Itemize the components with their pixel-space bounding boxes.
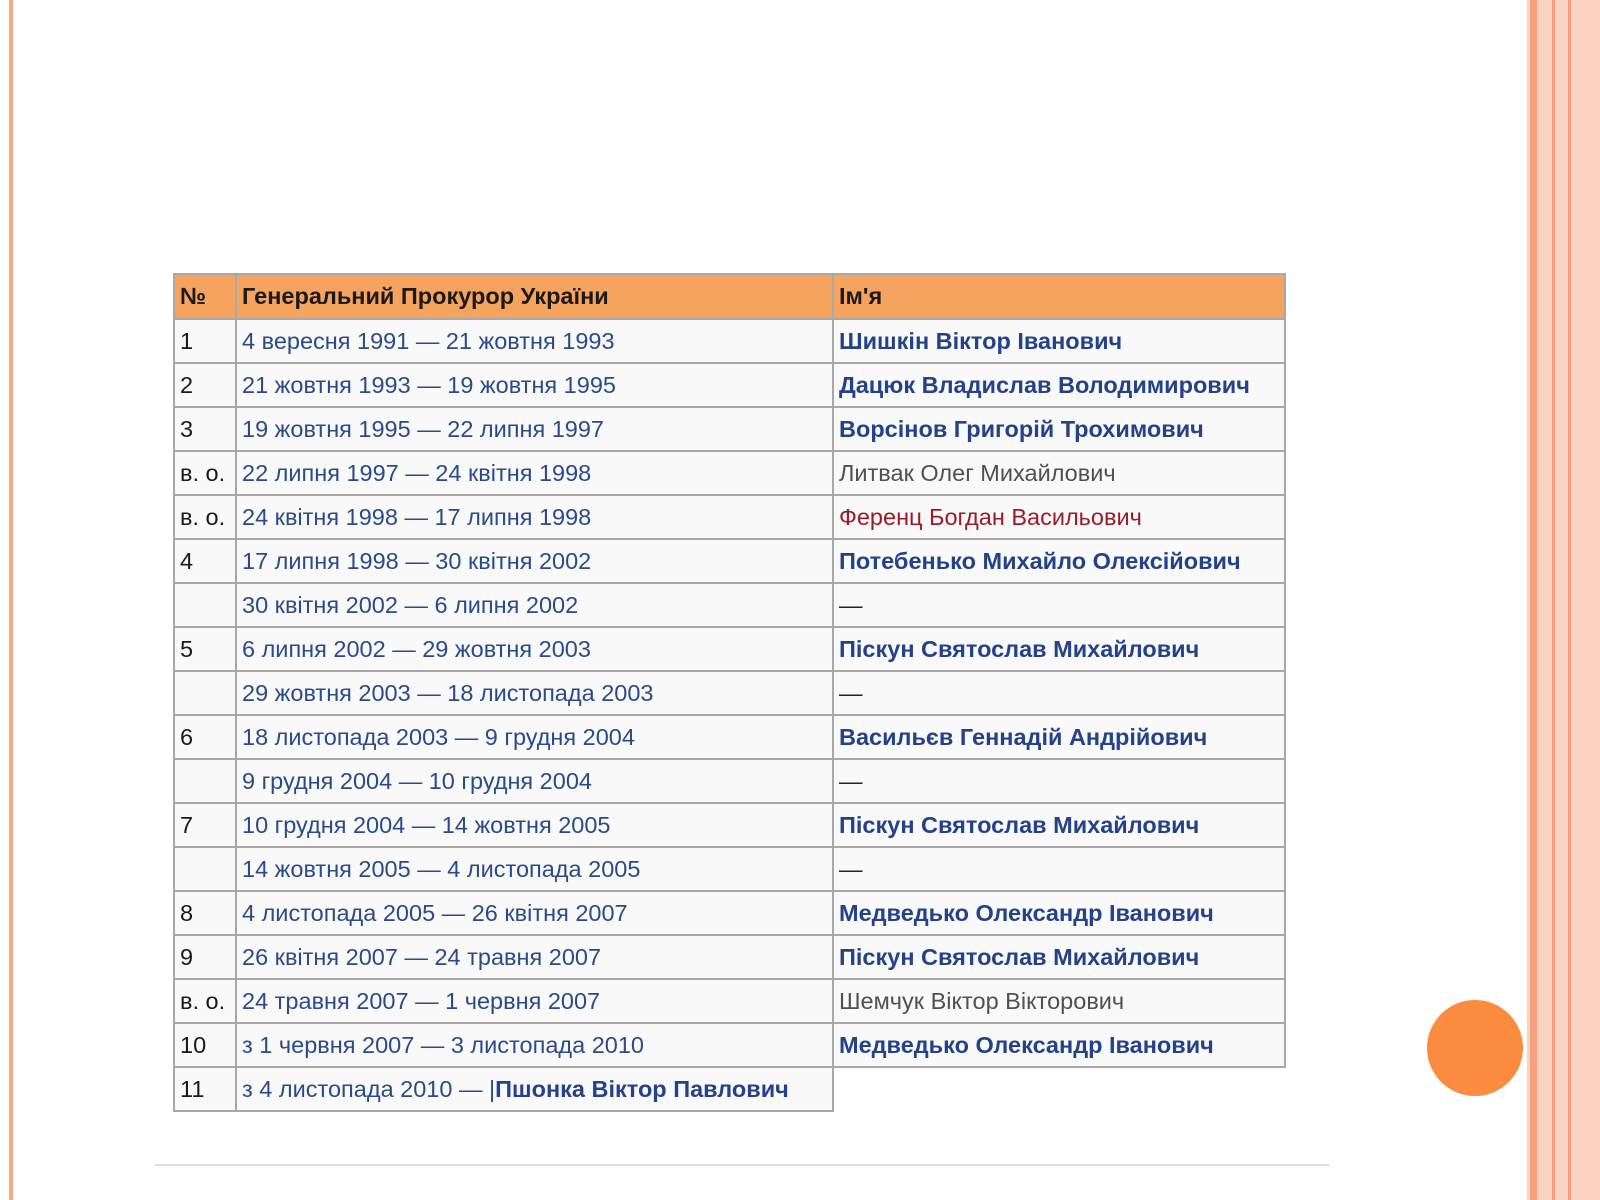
header-term: Генеральний Прокурор України	[236, 274, 833, 319]
row-number: 1	[174, 319, 236, 363]
prosecutor-name-link[interactable]: Пшонка Віктор Павлович	[495, 1075, 789, 1102]
term-period-link[interactable]: 9 грудня 2004 — 10 грудня 2004	[236, 759, 833, 803]
table-row	[174, 759, 1285, 803]
table-row	[174, 451, 1285, 495]
table-row	[174, 319, 1285, 363]
table-row	[174, 847, 1285, 891]
table-header-row	[174, 274, 1285, 319]
term-period-link[interactable]: 17 липня 1998 — 30 квітня 2002	[236, 539, 833, 583]
row-number: 9	[174, 935, 236, 979]
prosecutor-name-link[interactable]: Шемчук Віктор Вікторович	[833, 979, 1285, 1023]
prosecutor-name-link[interactable]: Ференц Богдан Васильович	[833, 495, 1285, 539]
row-number: в. о.	[174, 495, 236, 539]
name-empty-dash: —	[833, 583, 1285, 627]
row-number	[174, 847, 236, 891]
term-period-link[interactable]: 4 вересня 1991 — 21 жовтня 1993	[236, 319, 833, 363]
row-number: 3	[174, 407, 236, 451]
frame-right-band	[1527, 0, 1600, 1200]
term-period-link[interactable]: 21 жовтня 1993 — 19 жовтня 1995	[236, 363, 833, 407]
prosecutor-name-link[interactable]: Піскун Святослав Михайлович	[833, 803, 1285, 847]
term-period-link[interactable]: 22 липня 1997 — 24 квітня 1998	[236, 451, 833, 495]
prosecutor-name-link[interactable]: Литвак Олег Михайлович	[833, 451, 1285, 495]
table-row	[174, 495, 1285, 539]
row-number: 11	[174, 1067, 236, 1111]
frame-right-stripe	[1530, 0, 1537, 1200]
term-period-cell	[236, 1067, 833, 1111]
term-period-link[interactable]: 10 грудня 2004 — 14 жовтня 2005	[236, 803, 833, 847]
table-row	[174, 1067, 1285, 1111]
table-row	[174, 583, 1285, 627]
prosecutor-name-link[interactable]: Ворсінов Григорій Трохимович	[833, 407, 1285, 451]
term-period-link[interactable]: 18 листопада 2003 — 9 грудня 2004	[236, 715, 833, 759]
table-row	[174, 979, 1285, 1023]
term-period-link[interactable]: 19 жовтня 1995 — 22 липня 1997	[236, 407, 833, 451]
term-period-link[interactable]: 29 жовтня 2003 — 18 листопада 2003	[236, 671, 833, 715]
header-name: Ім'я	[833, 274, 1285, 319]
prosecutor-name-link[interactable]: Дацюк Владислав Володимирович	[833, 363, 1285, 407]
term-period-link[interactable]: 30 квітня 2002 — 6 липня 2002	[236, 583, 833, 627]
row-number: в. о.	[174, 451, 236, 495]
row-number	[174, 759, 236, 803]
table-body	[174, 319, 1285, 1111]
prosecutor-name-link[interactable]: Шишкін Віктор Іванович	[833, 319, 1285, 363]
table-row	[174, 891, 1285, 935]
row-number: 2	[174, 363, 236, 407]
table-row	[174, 539, 1285, 583]
table-row	[174, 715, 1285, 759]
table-row	[174, 935, 1285, 979]
empty-cell	[833, 1067, 1285, 1111]
term-period-link[interactable]: 24 травня 2007 — 1 червня 2007	[236, 979, 833, 1023]
name-empty-dash: —	[833, 671, 1285, 715]
row-number: в. о.	[174, 979, 236, 1023]
term-period-link[interactable]: 24 квітня 1998 — 17 липня 1998	[236, 495, 833, 539]
bottom-divider	[155, 1164, 1329, 1166]
table-row	[174, 407, 1285, 451]
row-number	[174, 671, 236, 715]
header-number: №	[174, 274, 236, 319]
row-number: 6	[174, 715, 236, 759]
row-number: 8	[174, 891, 236, 935]
term-period-link[interactable]: 6 липня 2002 — 29 жовтня 2003	[236, 627, 833, 671]
prosecutors-table	[173, 273, 1286, 1112]
prosecutors-table-container	[173, 273, 1286, 1112]
prosecutor-name-link[interactable]: Піскун Святослав Михайлович	[833, 935, 1285, 979]
decorative-circle	[1427, 1000, 1523, 1096]
prosecutor-name-link[interactable]: Піскун Святослав Михайлович	[833, 627, 1285, 671]
table-row	[174, 1023, 1285, 1067]
term-period-link[interactable]: з 1 червня 2007 — 3 листопада 2010	[236, 1023, 833, 1067]
term-period-link[interactable]: з 4 листопада 2010 — |	[242, 1075, 496, 1102]
term-period-link[interactable]: 14 жовтня 2005 — 4 листопада 2005	[236, 847, 833, 891]
term-period-link[interactable]: 4 листопада 2005 — 26 квітня 2007	[236, 891, 833, 935]
term-period-link[interactable]: 26 квітня 2007 — 24 травня 2007	[236, 935, 833, 979]
prosecutor-name-link[interactable]: Васильєв Геннадій Андрійович	[833, 715, 1285, 759]
row-number	[174, 583, 236, 627]
row-number: 7	[174, 803, 236, 847]
frame-right-stripe	[1568, 0, 1571, 1200]
prosecutor-name-link[interactable]: Медведько Олександр Іванович	[833, 891, 1285, 935]
name-empty-dash: —	[833, 759, 1285, 803]
table-row	[174, 803, 1285, 847]
table-row	[174, 671, 1285, 715]
table-row	[174, 627, 1285, 671]
row-number: 4	[174, 539, 236, 583]
frame-right-stripe	[1552, 0, 1555, 1200]
row-number: 10	[174, 1023, 236, 1067]
name-empty-dash: —	[833, 847, 1285, 891]
prosecutor-name-link[interactable]: Медведько Олександр Іванович	[833, 1023, 1285, 1067]
frame-left-border	[9, 0, 13, 1200]
row-number: 5	[174, 627, 236, 671]
table-row	[174, 363, 1285, 407]
prosecutor-name-link[interactable]: Потебенько Михайло Олексійович	[833, 539, 1285, 583]
